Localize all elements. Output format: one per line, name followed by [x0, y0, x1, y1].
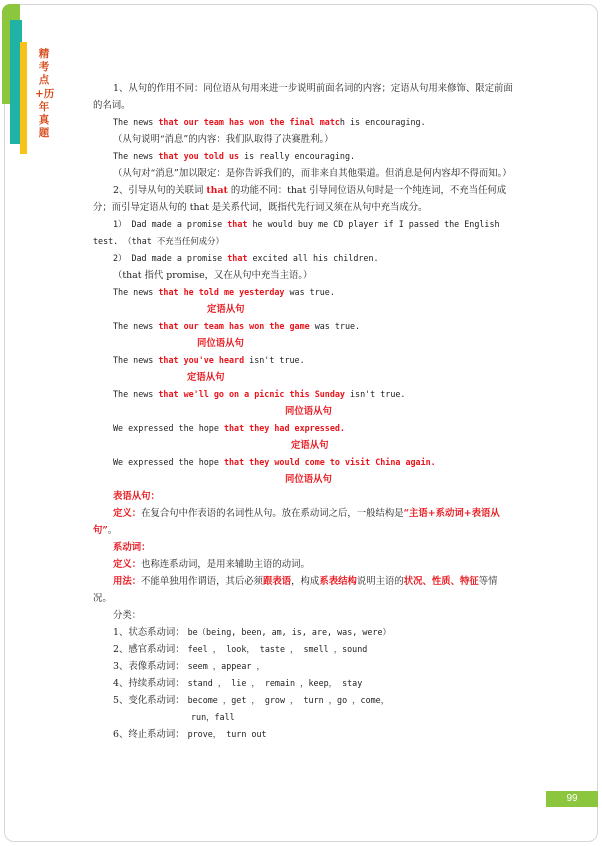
page-number: 99: [546, 791, 598, 807]
sentence-2-label: 同位语从句: [197, 338, 244, 349]
sentence-1-label: 定语从句: [207, 304, 245, 315]
sentence-6: We expressed the hope that they would come to visit China again.: [113, 457, 436, 467]
side-tab-yellow: [20, 42, 27, 154]
example-1: The news that our team has won the final match is encouraging.: [113, 117, 426, 127]
sentence-3-label: 定语从句: [187, 372, 225, 383]
heading-linking-verb: 系动词：: [113, 542, 151, 553]
main-content: [93, 80, 515, 743]
paragraph-2: 2、引导从句的关联词 that 的功能不同：that 引导同位语从句时是一个纯连词，不充当任何成分；而引导定语从句的 that 是关系代词，既指代先行词又须在从句中充当成分。: [93, 185, 507, 213]
sentence-5: We expressed the hope that they had expressed.: [113, 423, 345, 433]
category-item-continued: run，fall: [191, 712, 235, 722]
paragraph-1: 1、从句的作用不同：同位语从句用来进一步说明前面名词的内容；定语从句用来修饰、限定前面的名词。: [93, 83, 513, 111]
side-label: 精考点+历年真题: [35, 48, 55, 140]
sentence-4: The news that we'll go on a picnic this Sunday isn't true.: [113, 389, 406, 399]
sentence-2: The news that our team has won the game was true.: [113, 321, 361, 331]
example-4-note: （that 指代 promise，又在从句中充当主语。）: [113, 270, 313, 281]
sentence-6-label: 同位语从句: [285, 474, 332, 485]
category-item: 6、终止系动词： prove， turn out: [113, 729, 267, 740]
sentence-1: The news that he told me yesterday was true.: [113, 287, 335, 297]
sentence-4-label: 同位语从句: [285, 406, 332, 417]
usage: 用法：不能单独用作谓语，其后必须跟表语，构成系表结构说明主语的状况、性质、特征等情况。: [93, 576, 498, 604]
example-4: 2） Dad made a promise that excited all his children.: [113, 253, 379, 263]
sentence-3: The news that you've heard isn't true.: [113, 355, 305, 365]
category-item: 5、变化系动词： become ，get ， grow ， turn ，go ，come，: [113, 695, 390, 706]
category-item: 4、持续系动词： stand ， lie ， remain ，keep， stay: [113, 678, 363, 689]
example-3: 1） Dad made a promise that he would buy me CD player if I passed the English test. （that 不充当任何成分）: [93, 219, 500, 246]
category-title: 分类：: [113, 610, 142, 621]
example-1-note: （从句说明“消息”的内容：我们队取得了决赛胜利。）: [113, 134, 334, 145]
sentence-5-label: 定语从句: [291, 440, 329, 451]
category-item: 3、表像系动词： seem ，appear ，: [113, 661, 265, 672]
definition-1: 定义：在复合句中作表语的名词性从句。放在系动词之后，一般结构是“主语+系动词+表语从句”。: [93, 508, 500, 536]
example-2-note: （从句对“消息”加以限定：是你告诉我们的，而非来自其他渠道。但消息是何内容却不得而知。）: [113, 168, 512, 179]
category-item: 1、状态系动词： be（being, been, am, is, are, was, were）: [113, 627, 391, 638]
definition-2: 定义：也称连系动词，是用来辅助主语的动词。: [113, 559, 310, 570]
example-2: The news that you told us is really encouraging.: [113, 151, 356, 161]
heading-predicative-clause: 表语从句：: [113, 491, 160, 502]
category-item: 2、感官系动词： feel ， look， taste ， smell ，sound: [113, 644, 368, 655]
